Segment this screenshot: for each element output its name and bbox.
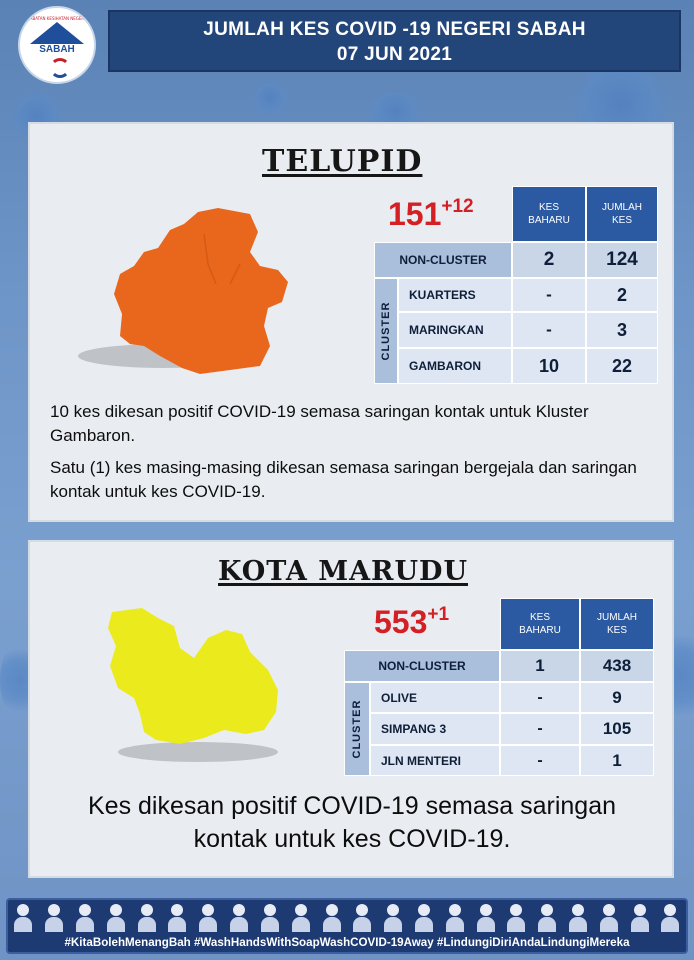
district-title: KOTA MARUDU — [218, 556, 469, 587]
person-icon — [137, 904, 157, 932]
cluster-row-new: - — [500, 713, 580, 745]
kota-marudu-map-shape — [108, 608, 278, 744]
case-total-value: 151 — [388, 196, 442, 232]
person-icon — [167, 904, 187, 932]
cluster-side-label — [374, 278, 398, 384]
district-title: TELUPID — [262, 144, 423, 179]
person-icon — [291, 904, 311, 932]
case-total-value: 553 — [374, 604, 428, 640]
page-header — [108, 10, 681, 72]
cluster-row-total: 22 — [586, 348, 658, 384]
case-total — [388, 196, 474, 233]
person-icon — [106, 904, 126, 932]
cluster-row-new: 10 — [512, 348, 586, 384]
info-paragraph: Kes dikesan positif COVID-19 semasa saringan kontak untuk kes COVID-19. — [87, 792, 617, 853]
cluster-row-total: 1 — [580, 745, 654, 776]
cluster-row-new: - — [512, 312, 586, 348]
logo-small-text: JABATAN KESIHATAN NEGERI — [28, 16, 86, 21]
cluster-side-label — [344, 682, 370, 776]
person-icon — [322, 904, 342, 932]
swirl-icon — [50, 58, 70, 78]
telupid-panel — [28, 122, 674, 522]
kota-marudu-map — [100, 604, 290, 754]
non-cluster-label: NON-CLUSTER — [344, 650, 500, 682]
cluster-label: CLUSTER — [351, 699, 363, 759]
cluster-row-label: MARINGKAN — [398, 312, 512, 348]
non-cluster-label: NON-CLUSTER — [374, 242, 512, 278]
cluster-row-total: 3 — [586, 312, 658, 348]
virus-decoration — [250, 78, 290, 118]
header-date: 07 JUN 2021 — [336, 44, 453, 65]
person-icon — [660, 904, 680, 932]
cluster-row-label: GAMBARON — [398, 348, 512, 384]
cluster-row-total: 105 — [580, 713, 654, 745]
telupid-map — [100, 204, 300, 379]
cluster-row-new: - — [512, 278, 586, 312]
person-icon — [568, 904, 588, 932]
cluster-row-new: - — [500, 745, 580, 776]
non-cluster-total: 438 — [580, 650, 654, 682]
cluster-row-total: 2 — [586, 278, 658, 312]
col-header-new: KES BAHARU — [512, 186, 586, 242]
non-cluster-new: 2 — [512, 242, 586, 278]
footer-banner — [6, 898, 688, 954]
person-icon — [414, 904, 434, 932]
person-icon — [537, 904, 557, 932]
case-increase: +1 — [427, 604, 450, 625]
cluster-row-total: 9 — [580, 682, 654, 713]
person-icon — [506, 904, 526, 932]
person-icon — [229, 904, 249, 932]
cluster-row-label: SIMPANG 3 — [370, 713, 500, 745]
person-icon — [383, 904, 403, 932]
telupid-map-shape — [114, 208, 288, 374]
col-header-total: JUMLAH KES — [586, 186, 658, 242]
person-icon — [44, 904, 64, 932]
person-icon — [476, 904, 496, 932]
header-title: JUMLAH KES COVID -19 NEGERI SABAH — [203, 19, 586, 40]
info-paragraph: 10 kes dikesan positif COVID-19 semasa saringan kontak untuk Kluster Gambaron. — [50, 402, 589, 445]
non-cluster-new: 1 — [500, 650, 580, 682]
person-icon — [260, 904, 280, 932]
cluster-row-label: OLIVE — [370, 682, 500, 713]
person-icon — [198, 904, 218, 932]
case-increase: +12 — [441, 196, 474, 217]
col-header-new: KES BAHARU — [500, 598, 580, 650]
logo-text: SABAH — [39, 44, 75, 55]
info-paragraph: Satu (1) kes masing-masing dikesan semasa saringan bergejala dan saringan kontak untuk kes COVID-19. — [50, 458, 637, 501]
person-icon — [445, 904, 465, 932]
col-header-total: JUMLAH KES — [580, 598, 654, 650]
person-icon — [75, 904, 95, 932]
frontliners-illustration — [8, 904, 686, 934]
cluster-row-label: JLN MENTERI — [370, 745, 500, 776]
person-icon — [352, 904, 372, 932]
hashtags: #KitaBolehMenangBah #WashHandsWithSoapWashCOVID-19Away #LindungiDiriAndaLindungiMereka — [64, 936, 630, 949]
cluster-label: CLUSTER — [380, 301, 392, 361]
cluster-row-new: - — [500, 682, 580, 713]
person-icon — [630, 904, 650, 932]
cluster-row-label: KUARTERS — [398, 278, 512, 312]
person-icon — [13, 904, 33, 932]
person-icon — [599, 904, 619, 932]
case-total — [374, 604, 449, 641]
non-cluster-total: 124 — [586, 242, 658, 278]
kota-marudu-panel — [28, 540, 674, 878]
mountain-icon — [30, 22, 84, 44]
sabah-health-logo — [18, 6, 96, 84]
